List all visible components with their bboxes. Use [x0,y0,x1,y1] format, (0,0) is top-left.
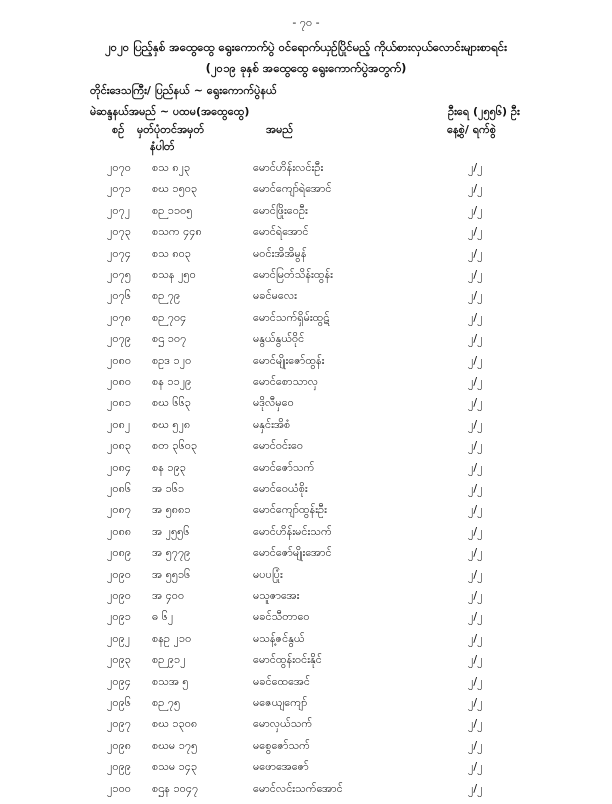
column-header-code: မှတ်ပုံတင်အမှတ် [137,123,205,136]
registration-code: စနဥ ၂၁၀ [152,631,192,645]
row-date: ၂/၂ [468,567,483,581]
row-number: ၂၀၈၄ [107,460,132,474]
count-label: ဦးရေ (၂၅၅၆) ဦး [448,105,520,118]
row-date: ၂/၂ [468,717,483,731]
row-date: ၂/၂ [468,589,483,602]
row-date: ၂/၂ [468,460,483,474]
row-date: ၂/၂ [468,524,483,538]
registration-code: စဥဒ ၁၂၀ [152,353,192,367]
row-number: ၂၀၉၉ [107,760,131,774]
registration-code: စသန ၂၅၀ [152,268,196,281]
table-row [0,632,612,654]
row-date: ၂/၂ [468,546,483,560]
person-name: မောင်ဇော်သက် [253,460,315,474]
person-name: မဝင်းအိအိမွန် [253,246,307,260]
row-number: ၂၀၉၂ [107,631,131,645]
row-date: ၂/၂ [468,696,483,709]
row-number: ၂၀၉၀ [107,589,131,602]
person-name: မောင်ကျော်ရဲအောင် [253,182,332,196]
registration-code: စဃ ၅၂၈ [152,417,191,431]
registration-code: စသမ ၁၄၃ [152,760,198,774]
table-row [0,568,612,590]
table-row [0,182,612,204]
person-name: မနှင်းအိစံ [253,417,291,431]
row-date: ၂/၂ [468,182,483,196]
person-name: မဇေယျကျော် [253,696,308,709]
row-number: ၂၀၈၀ [107,375,132,388]
row-number: ၂၀၉၃ [107,653,131,667]
registration-code: စန ၁၉၃ [152,460,186,474]
registration-code: စဉ ၁၁၀၅ [152,203,193,217]
row-date: ၂/၂ [468,653,483,667]
table-row [0,439,612,461]
row-date: ၂/၂ [468,310,483,324]
table-row [0,610,612,632]
row-date: ၂/၂ [468,610,483,624]
section-label: မဲဆန္ဒနယ်အမည် ~ ပထမ(အထွေထွေ) [90,105,250,118]
column-header-code-sub: နံပါတ် [150,140,175,153]
person-name: မောင်ဟိန်းလင်းဦး [253,161,324,174]
registration-code: စသ ၈၂၃ [152,161,191,174]
document-subtitle: (၂၀၁၉ ခုနှစ် အထွေထွေ ရွေးကောက်ပွဲအတွက်) [205,61,407,75]
row-date: ၂/၂ [468,225,483,239]
row-number: ၂၀၈၈ [107,524,132,538]
registration-code: အ ၅၇၇၉ [152,546,191,560]
row-date: ၂/၂ [468,332,483,346]
column-header-no: စဉ် [112,123,125,136]
row-number: ၂၀၇၄ [107,246,131,260]
row-number: ၂၀၇၈ [107,310,132,324]
row-number: ၂၀၉၄ [107,674,131,688]
table-row [0,332,612,354]
table-row [0,525,612,547]
table-row [0,396,612,418]
table-row [0,225,612,247]
page-number: - ၇၀ - [292,16,320,29]
person-name: မောင်စောသာလှ [253,375,319,388]
row-date: ၂/၂ [468,631,483,645]
row-number: ၂၀၉၀ [107,567,131,581]
row-date: ၂/၂ [468,353,483,367]
column-header-date: နေ့စွဲ/ ရက်စွဲ [447,123,496,136]
region-label: တိုင်းဒေသကြီး/ ပြည်နယ် ~ ရွေးကောက်ပွဲနယ် [90,84,277,97]
column-header-name: အမည် [266,123,294,136]
row-number: ၂၀၇၆ [107,289,131,303]
document-title: ၂၀၂၀ ပြည့်နှစ် အထွေထွေ ရွေးကောက်ပွဲ ဝင်ရောက်ယှဉ်ပြိုင်မည့် ကိုယ်စားလှယ်လောင်းများစာရင်း [104,40,507,54]
row-number: ၂၀၈၆ [107,482,132,495]
row-date: ၂/၂ [468,246,483,260]
row-number: ၂၀၉၈ [107,738,132,752]
row-date: ၂/၂ [468,439,483,453]
table-row [0,247,612,269]
table-row [0,289,612,311]
person-name: မောင်ကျော်ထွန်းဦး [253,503,327,517]
person-name: မစွေဇော်သက် [253,738,310,752]
table-row [0,375,612,397]
row-date: ၂/၂ [468,375,483,388]
person-name: မောင်မြတ်သိန်းထွန်း [253,268,333,281]
row-number: ၂၀၇၉ [107,332,131,346]
row-number: ၂၀၉၆ [107,696,131,709]
person-name: မောင်ဖြိုးဝေဦး [253,203,308,217]
person-name: မခင်ထေအေင် [253,674,310,688]
row-date: ၂/၂ [468,503,483,517]
person-name: မောင်လင်းသက်အောင် [253,781,343,795]
table-row [0,268,612,290]
table-row [0,204,612,226]
table-row [0,311,612,333]
registration-code: စဉ ၉၁၂ [152,653,186,667]
table-row [0,161,612,183]
table-row [0,546,612,568]
person-name: မသူဇာအေး [253,589,300,602]
registration-code: စန ၁၁၂၉ [152,375,192,388]
row-date: ၂/၂ [468,161,483,174]
row-number: ၂၀၈၁ [107,396,132,410]
person-name: မခင်သီတာဝေ [253,610,310,624]
row-number: ၂၀၇၃ [107,225,131,239]
row-date: ၂/၂ [468,268,483,281]
registration-code: အ ၄၀၀ [152,589,185,602]
person-name: မောင်မျိုးဇော်ထွန်း [253,353,325,367]
table-row [0,418,612,440]
table-row [0,696,612,718]
table-row [0,782,612,804]
person-name: မောင်ဇော်မျိုးအောင် [253,546,332,560]
row-date: ၂/၂ [468,781,483,795]
registration-code: စဉ ၇၅ [152,696,181,709]
row-date: ၂/၂ [468,674,483,688]
person-name: မပပပြုံး [253,567,283,581]
registration-code: စသက ၄၄၈ [152,225,202,239]
registration-code: စဌ ၁၀၇ [152,332,187,346]
table-row [0,354,612,376]
row-number: ၂၀၈၀ [107,353,132,367]
table-row [0,482,612,504]
registration-code: စဃ ၁၃၀၈ [152,717,198,731]
table-row [0,717,612,739]
row-date: ၂/၂ [468,396,483,410]
row-number: ၂၀၈၇ [107,503,132,517]
table-row [0,739,612,761]
person-name: မောင်ဝင်းဝေ [253,439,304,453]
row-date: ၂/၂ [468,289,483,303]
table-row [0,760,612,782]
person-name: မောင်ထွန်းဝင်းနိုင် [253,653,322,667]
row-number: ၂၀၇၁ [107,182,131,196]
row-date: ၂/၂ [468,760,483,774]
person-name: မောင်ရဲအောင် [253,225,309,239]
person-name: မောင်ဟိန်းမင်းသက် [253,524,332,538]
person-name: မဒိုလီမှဝေ [253,396,294,410]
person-name: မခင်မလေး [253,289,297,303]
registration-code: စသ ၈၀၃ [152,246,191,260]
row-number: ၂၀၈၂ [107,417,131,431]
row-date: ၂/၂ [468,738,483,752]
registration-code: စတ ၃၆၀၃ [152,439,198,453]
person-name: မသန့်ဇင်နွယ် [253,631,305,645]
row-number: ၂၀၈၉ [107,546,132,560]
table-row [0,653,612,675]
row-number: ၂၀၉၁ [107,610,131,624]
row-number: ၂၀၇၀ [107,161,131,174]
registration-code: အ ၂၅၅၆ [152,524,190,538]
registration-code: စသအ ၅ [152,674,189,688]
registration-code: စဃမ ၁၇၅ [152,738,198,752]
table-row [0,461,612,483]
registration-code: အ ၁၆၁ [152,482,185,495]
row-number: ၂၀၇၅ [107,268,131,281]
row-number: ၂၁၀၀ [107,781,131,795]
registration-code: စဌန ၁၀၄၇ [152,781,199,795]
registration-code: အ ၅၅၁၆ [152,567,191,581]
row-date: ၂/၂ [468,482,483,495]
person-name: မနွယ်နွယ်ဝိုင် [253,332,305,346]
registration-code: စဃ ၆၆၃ [152,396,191,410]
registration-code: စဉ ၇၀၄ [152,310,187,324]
row-number: ၂၀၈၃ [107,439,132,453]
row-number: ၂၀၉၇ [107,717,131,731]
person-name: မောလှယ်သက် [253,717,313,731]
table-row [0,589,612,611]
table-row [0,503,612,525]
registration-code: ဓ ၆၂ [152,610,174,624]
table-row [0,675,612,697]
person-name: မဖောအေဇော် [253,760,309,774]
person-name: မောင်သက်ရှိမ်းထွဋ် [253,310,330,324]
row-date: ၂/၂ [468,417,483,431]
row-date: ၂/၂ [468,203,483,217]
row-number: ၂၀၇၂ [107,203,131,217]
person-name: မောင်ဝေယံစိုး [253,482,308,495]
registration-code: စဉ ၇၉ [152,289,181,303]
registration-code: အ ၅၈၈၁ [152,503,191,517]
registration-code: စဃ ၁၅၀၃ [152,182,198,196]
